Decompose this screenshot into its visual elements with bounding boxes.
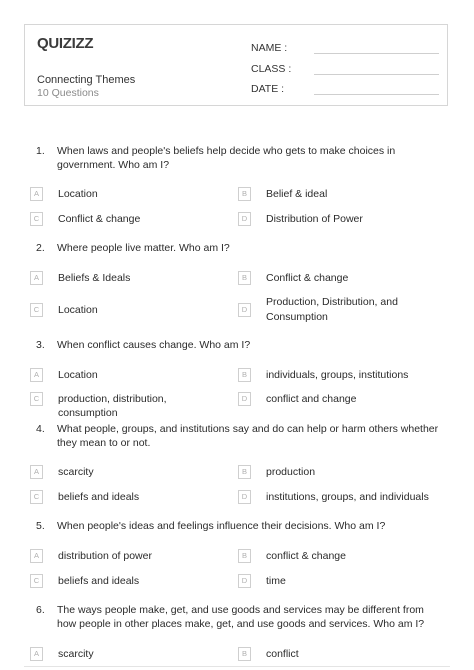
question-count: 10 Questions (37, 87, 99, 99)
question-text: What people, groups, and institutions say and do can help or harm others whether they mean to or not. (57, 423, 439, 449)
option-letter-box: A (30, 647, 43, 661)
option-text: scarcity (58, 648, 94, 660)
question-number: 5. (36, 520, 45, 532)
option-letter-box: B (238, 187, 251, 201)
option-letter-box: D (238, 212, 251, 226)
page-bottom-divider (24, 666, 450, 667)
question-text: When people's ideas and feelings influence their decisions. Who am I? (57, 520, 386, 532)
option-letter-box: C (30, 392, 43, 406)
option-text: Conflict & change (58, 213, 141, 225)
option-letter-box: C (30, 574, 43, 588)
option-text: Distribution of Power (266, 213, 363, 225)
class-line (314, 74, 439, 75)
option-letter-box: A (30, 549, 43, 563)
question-text: When conflict causes change. Who am I? (57, 339, 251, 351)
option-text: beliefs and ideals (58, 491, 140, 503)
option-text: distribution of power (58, 550, 152, 562)
option-letter-box: B (238, 549, 251, 563)
option-letter-box: B (238, 271, 251, 285)
question-number: 3. (36, 339, 45, 351)
option-text: individuals, groups, institutions (266, 369, 409, 381)
option-text: production, distribution, consumption (58, 393, 167, 419)
option-letter-box: C (30, 303, 43, 317)
option-letter-box: B (238, 368, 251, 382)
option-text: conflict (266, 648, 299, 660)
option-letter-box: A (30, 187, 43, 201)
question-number: 6. (36, 604, 45, 616)
question-number: 1. (36, 145, 45, 157)
option-letter-box: D (238, 574, 251, 588)
worksheet-header (24, 24, 448, 106)
option-text: Location (58, 188, 98, 200)
option-text: Belief & ideal (266, 188, 328, 200)
question-text: When laws and people's beliefs help decide who gets to make choices in government. Who am I? (57, 145, 396, 171)
class-label: CLASS : (251, 63, 292, 75)
option-text: production (266, 466, 316, 478)
name-label: NAME : (251, 42, 288, 54)
option-letter-box: D (238, 490, 251, 504)
question-number: 2. (36, 242, 45, 254)
option-text: Beliefs & Ideals (58, 272, 131, 284)
option-text: conflict and change (266, 393, 357, 405)
date-field[interactable] (251, 81, 439, 95)
question-text: Where people live matter. Who am I? (57, 242, 230, 254)
option-text: conflict & change (266, 550, 346, 562)
option-text: time (266, 575, 286, 587)
worksheet-title: Connecting Themes (37, 74, 136, 86)
option-letter-box: A (30, 271, 43, 285)
option-letter-box: A (30, 368, 43, 382)
option-letter-box: A (30, 465, 43, 479)
name-field[interactable] (251, 40, 439, 54)
option-text: Conflict & change (266, 272, 349, 284)
date-label: DATE : (251, 83, 285, 95)
option-text: beliefs and ideals (58, 575, 140, 587)
option-text: Location (58, 304, 98, 316)
class-field[interactable] (251, 61, 439, 75)
option-text: institutions, groups, and individuals (266, 491, 429, 503)
option-letter-box: D (238, 303, 251, 317)
option-letter-box: B (238, 647, 251, 661)
option-letter-box: B (238, 465, 251, 479)
option-text: scarcity (58, 466, 94, 478)
quizizz-logo: QUIZIZZ (37, 35, 94, 52)
option-letter-box: D (238, 392, 251, 406)
question-text: The ways people make, get, and use goods and services may be different from how people in other places make, get, and use goods and services. Who am I? (57, 604, 425, 630)
question-number: 4. (36, 423, 45, 435)
option-letter-box: C (30, 490, 43, 504)
date-line (314, 94, 439, 95)
option-text: Production, Distribution, and Consumption (266, 296, 398, 323)
name-line (314, 53, 439, 54)
option-text: Location (58, 369, 98, 381)
option-letter-box: C (30, 212, 43, 226)
